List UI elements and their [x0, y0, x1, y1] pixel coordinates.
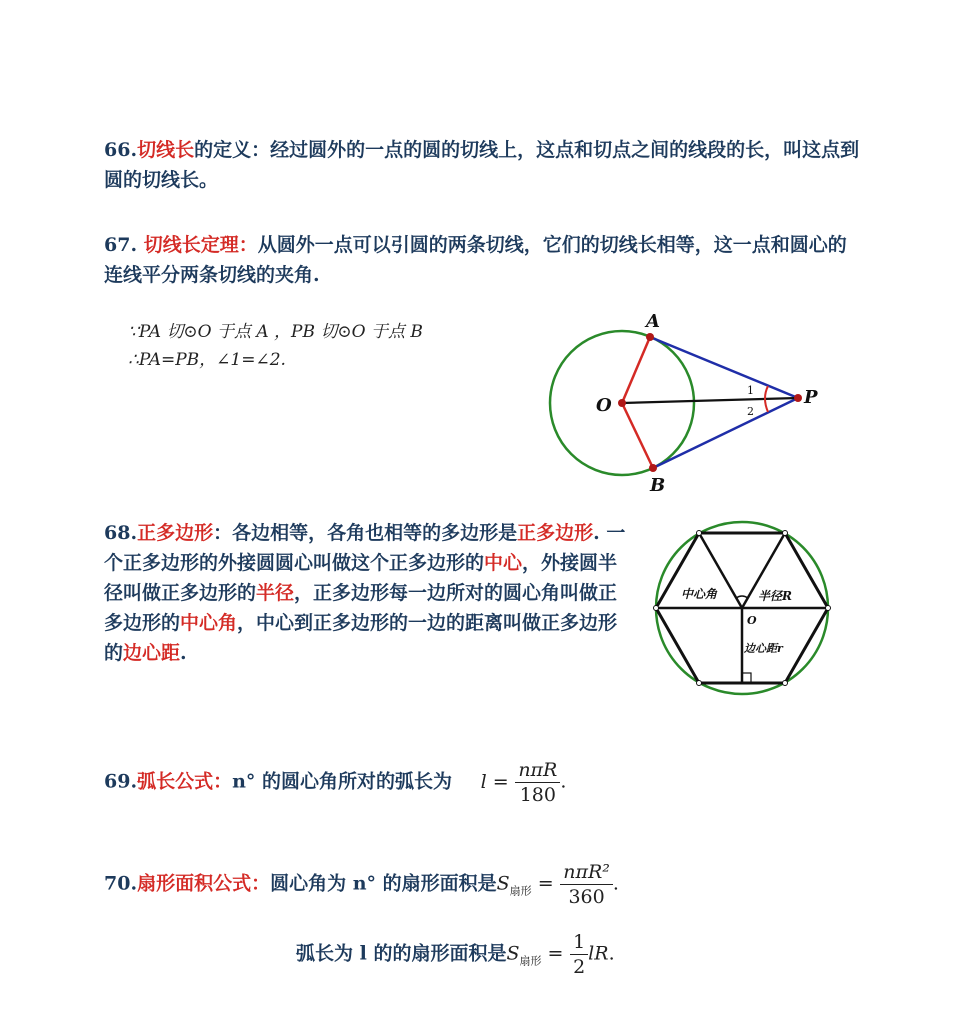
- item-68-number: 68.: [104, 522, 138, 544]
- item-68-text-5: ，中心到正多边形的一边的距离叫做正多边形的: [104, 612, 618, 664]
- item-68-text-1: ：各边相等，各角也相等的多边形是: [213, 522, 518, 544]
- formula-70-subscript: 扇形: [509, 884, 532, 898]
- label-radius: 半径R: [758, 589, 792, 603]
- point-p: [794, 394, 802, 402]
- formula-70-s: S: [496, 872, 510, 895]
- item-67-term: 切线长定理：: [143, 234, 258, 256]
- formula-70b-s: S: [506, 942, 520, 965]
- item-66-text: 的定义：经过圆外的一点的圆的切线上，这点和切点之间的线段的长，叫这点到圆的切线长。: [104, 139, 860, 191]
- item-68-text-4: ，正多边形每一边所对的圆心角叫做正多边形的: [104, 582, 618, 634]
- label-apothem: 边心距r: [744, 642, 783, 655]
- item-66-number: 66.: [104, 139, 138, 161]
- item-70-term: 扇形面积公式：: [137, 872, 271, 895]
- formula-70b-subscript: 扇形: [519, 954, 542, 968]
- item-68-text-2: . 一个正多边形的外接圆圆心叫做这个正多边形的: [104, 522, 626, 574]
- label-o: O: [596, 395, 612, 416]
- item-69: [104, 758, 884, 807]
- formula-70-denominator: 360: [560, 884, 613, 909]
- point-b: [649, 464, 657, 472]
- item-69-number: 69.: [104, 770, 138, 793]
- tangent-pa: [650, 337, 798, 398]
- formula-70b-tail: lR: [588, 942, 609, 965]
- segment-op: [622, 398, 798, 403]
- formula-69-numerator: nπR: [518, 759, 558, 781]
- given-line-2: ∴PA=PB，∠1=∠2.: [128, 350, 286, 370]
- formula-70-fraction: [560, 860, 613, 909]
- item-70: [104, 860, 884, 912]
- formula-69-fraction: [515, 758, 560, 807]
- vertex-5: [697, 681, 702, 686]
- item-68-term-5: 中心角: [180, 612, 238, 634]
- label-p: P: [804, 387, 818, 408]
- label-a: A: [646, 311, 660, 332]
- formula-69-denominator: 180: [515, 782, 560, 807]
- hexagon-figure: [648, 518, 838, 698]
- item-67-number: 67.: [104, 234, 138, 256]
- label-angle-2: 2: [747, 405, 754, 418]
- vertex-6: [654, 606, 659, 611]
- formula-70b-denominator: 2: [570, 954, 588, 979]
- item-70-line-2: [296, 930, 796, 982]
- formula-70b-end: .: [608, 942, 615, 965]
- vertex-2: [783, 531, 788, 536]
- formula-70-numerator: nπR²: [563, 861, 610, 883]
- item-66: [104, 135, 864, 195]
- item-68-term: 正多边形: [137, 522, 214, 544]
- item-70-text: 圆心角为 n° 的扇形面积是: [270, 872, 497, 895]
- label-b: B: [650, 475, 666, 495]
- vertex-4: [783, 681, 788, 686]
- label-central-angle: 中心角: [681, 587, 718, 601]
- item-68-text-6: .: [180, 642, 187, 664]
- item-68-term-4: 半径: [256, 582, 295, 604]
- item-67-text: 从圆外一点可以引圆的两条切线，它们的切线长相等，这一点和圆心的连线平分两条切线的夹角.: [104, 234, 847, 286]
- item-66-term: 切线长: [137, 139, 195, 161]
- item-69-text: n° 的圆心角所对的弧长为: [232, 770, 453, 793]
- central-angle-arc: [736, 596, 748, 598]
- item-69-term: 弧长公式：: [137, 770, 233, 793]
- item-68-term-6: 边心距: [123, 642, 181, 664]
- label-angle-1: 1: [747, 384, 754, 397]
- item-70b-text: 弧长为 l 的的扇形面积是: [296, 942, 507, 965]
- vertex-3: [826, 606, 831, 611]
- formula-70-end: .: [612, 872, 619, 895]
- item-70-number: 70.: [104, 872, 138, 895]
- item-68-term-2: 正多边形: [517, 522, 594, 544]
- formula-70-eq: =: [531, 872, 554, 895]
- vertex-1: [697, 531, 702, 536]
- tangent-pb: [653, 398, 798, 468]
- item-68-text-3: ，外接圆半径叫做正多边形的: [104, 552, 618, 604]
- point-o: [618, 399, 626, 407]
- formula-70b-fraction: [570, 930, 588, 979]
- item-67: [104, 230, 864, 290]
- given-line-1: ∵PA 切⊙O 于点 A ，PB 切⊙O 于点 B: [128, 322, 423, 342]
- radius-ob: [622, 403, 653, 468]
- formula-69-end: .: [560, 770, 567, 793]
- label-center: O: [747, 614, 757, 627]
- formula-70b-numerator: 1: [573, 931, 586, 953]
- formula-70b-eq: =: [541, 942, 564, 965]
- radius-oa: [622, 337, 650, 403]
- tangent-figure: [540, 305, 840, 495]
- point-a: [646, 333, 654, 341]
- item-68: [104, 518, 634, 668]
- formula-69-lhs: l =: [480, 770, 509, 793]
- item-68-term-3: 中心: [484, 552, 523, 574]
